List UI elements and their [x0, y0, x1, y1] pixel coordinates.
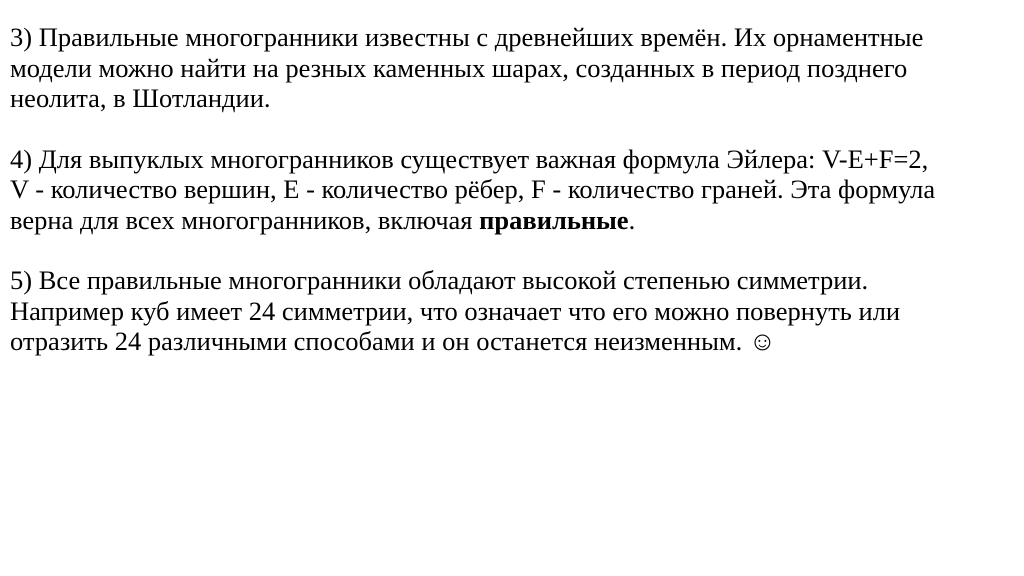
paragraph-line: 4) Для выпуклых многогранников существует важная формула Эйлера: V-E+F=2, [10, 143, 929, 174]
paragraph-line: 3) Правильные многогранники известны с древнейших времён. Их орнаментные [10, 22, 924, 52]
paragraph-line: V - количество вершин, E - количество рёбер, F - количество граней. Эта формула [10, 174, 936, 204]
paragraph-line: модели можно найти на резных каменных шарах, созданных в период позднего [10, 52, 908, 83]
bold-term: правильные [479, 204, 629, 235]
paragraph-3 [10, 22, 1010, 114]
slide-text [10, 22, 1010, 387]
paragraph-line [10, 205, 1010, 236]
paragraph-5 [10, 265, 1010, 357]
paragraph-line: Например куб имеет 24 симметрии, что означает что его можно повернуть или [10, 295, 901, 326]
paragraph-4 [10, 144, 1010, 236]
line-suffix: . [628, 204, 636, 235]
paragraph-line: отразить 24 различными способами и он останется неизменным. ☺ [10, 326, 776, 356]
line-prefix: верна для всех многогранников, включая [10, 204, 480, 235]
paragraph-line: неолита, в Шотландии. [10, 83, 271, 113]
paragraph-line: 5) Все правильные многогранники обладают высокой степенью симметрии. [10, 265, 869, 295]
